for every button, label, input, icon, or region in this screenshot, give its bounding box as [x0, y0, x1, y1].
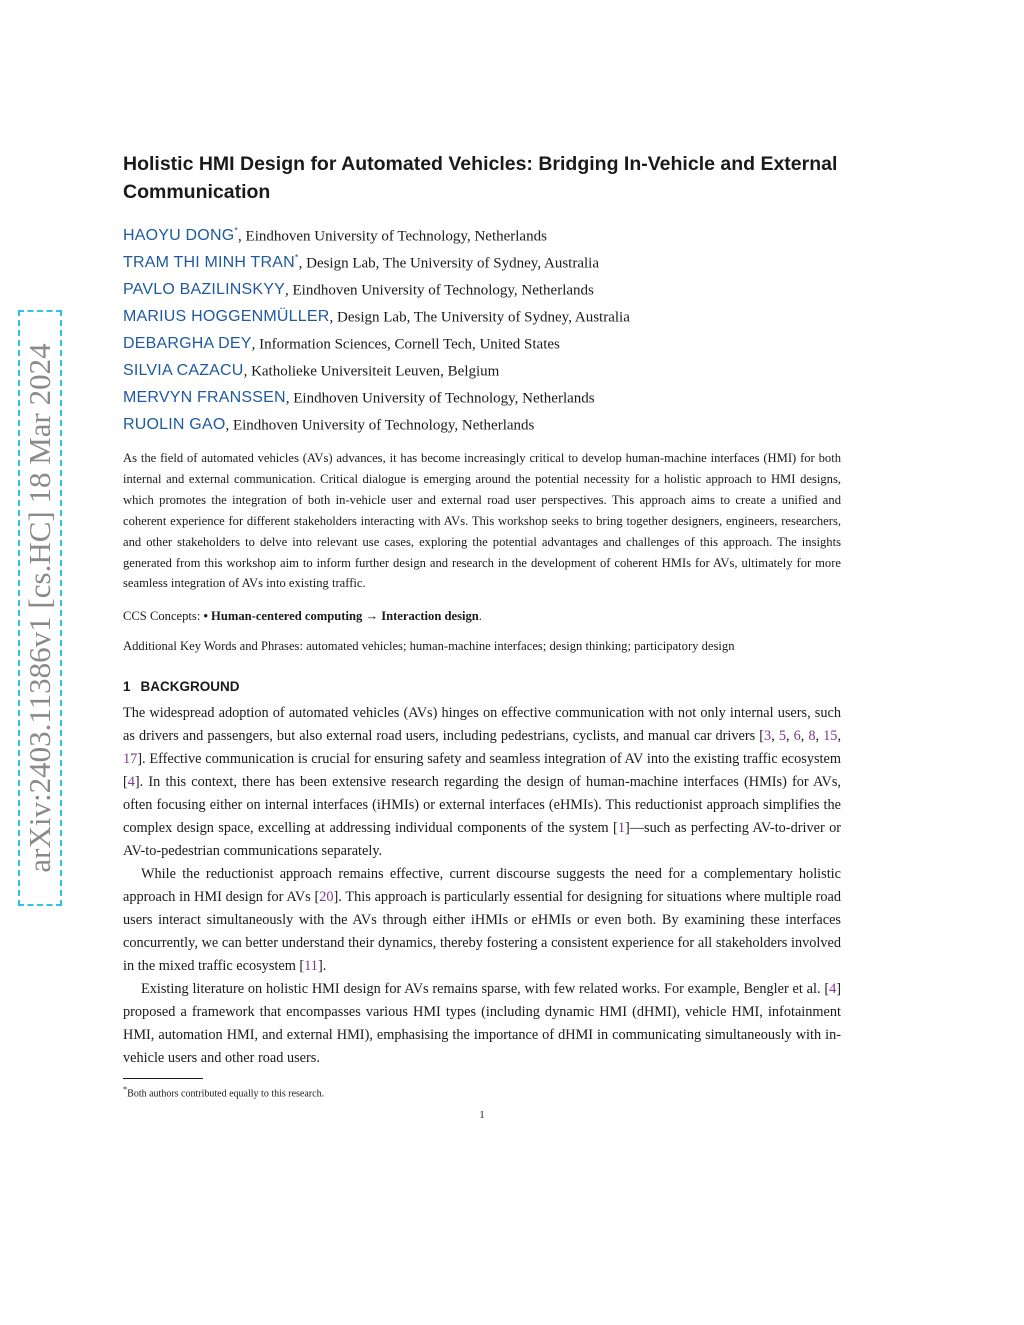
author-name[interactable]: DEBARGHA DEY: [123, 335, 252, 353]
additional-keywords: Additional Key Words and Phrases: automated vehicles; human-machine interfaces; design thinking; participatory design: [123, 638, 735, 653]
author-entry: [123, 326, 841, 353]
citation-link[interactable]: 15: [823, 727, 838, 744]
paper-title: Holistic HMI Design for Automated Vehicles: Bridging In-Vehicle and External Communication: [123, 153, 838, 203]
section-heading: [123, 679, 841, 694]
author-affiliation: , Eindhoven University of Technology, Netherlands: [238, 228, 547, 245]
citation-link[interactable]: 8: [808, 727, 816, 744]
author-name[interactable]: MERVYN FRANSSEN: [123, 389, 286, 407]
citation-link[interactable]: 11: [304, 957, 318, 974]
page-number: 1: [479, 1109, 485, 1122]
citation-link[interactable]: 5: [778, 727, 786, 744]
author-affiliation: , Katholieke Universiteit Leuven, Belgium: [243, 363, 500, 380]
author-entry: [123, 272, 841, 299]
author-name[interactable]: SILVIA CAZACU: [123, 362, 244, 380]
author-affiliation: , Eindhoven University of Technology, Netherlands: [284, 282, 594, 299]
citation-link[interactable]: 4: [127, 773, 135, 790]
author-entry: [123, 407, 841, 434]
author-affiliation: , Information Sciences, Cornell Tech, United States: [251, 336, 560, 353]
section-number: 1: [123, 678, 131, 694]
author-entry: [123, 380, 841, 407]
citation-link[interactable]: 4: [829, 980, 837, 997]
author-name[interactable]: HAOYU DONG*: [123, 226, 239, 245]
citation-link[interactable]: 20: [319, 888, 334, 905]
author-affiliation: , Eindhoven University of Technology, Netherlands: [225, 417, 535, 434]
abstract: As the field of automated vehicles (AVs) advances, it has become increasingly critical to develop human-machine interfaces (HMI) for both internal and external communication. Critical dialogue is emerging around the potential necessity for a holistic approach to HMI designs, which promotes the integration of both in-vehicle user and external road user perspectives. This approach aims to create a unified and coherent experience for different stakeholders interacting with AVs. This workshop seeks to bring together designers, engineers, researchers, and other stakeholders to delve into relevant use cases, exploring the potential advantages and challenges of this approach. The insights generated from this workshop aim to inform further design and research in the development of coherent HMIs for AVs, ultimately for more seamless integration of AVs into existing traffic.: [123, 451, 841, 591]
section-title: BACKGROUND: [140, 678, 240, 694]
author-name[interactable]: RUOLIN GAO: [123, 416, 226, 434]
author-list: [123, 218, 841, 434]
ccs-subconcept: Interaction design: [381, 608, 479, 623]
body-paragraph: The widespread adoption of automated vehicles (AVs) hinges on effective communication with not only internal users, such as drivers and passengers, but also external road users, including pedestrians, cyclists, and manual car drivers [3, 5, 6, 8, 15, 17]. Effective communication is crucial for ensuring safety and seamless integration of AV into the existing traffic ecosystem [4]. In this context, there has been extensive research regarding the design of human-machine interfaces (HMIs) for AVs, often focusing either on internal interfaces (iHMIs) or external interfaces (eHMIs). This reductionist approach simplifies the complex design space, excelling at addressing individual components of the system [1]—such as perfecting AV-to-driver or AV-to-pedestrian communications separately.: [123, 704, 842, 859]
author-name[interactable]: PAVLO BAZILINSKYY: [123, 281, 285, 299]
arxiv-identifier: arXiv:2403.11386v1 [cs.HC] 18 Mar 2024: [22, 343, 57, 873]
arxiv-identifier-stamp: [18, 310, 62, 906]
footnote: *Both authors contributed equally to this research.: [123, 1084, 325, 1100]
body-paragraph: While the reductionist approach remains effective, current discourse suggests the need for a complementary holistic approach in HMI design for AVs [20]. This approach is particularly essential for designing for situations where multiple road users interact simultaneously with the AVs through either iHMIs or eHMIs or even both. By examining these interfaces concurrently, we can better understand their dynamics, thereby fostering a consistent experience for all stakeholders involved in the mixed traffic ecosystem [11].: [123, 865, 841, 974]
citation-link[interactable]: 3: [764, 727, 772, 744]
body-paragraph: Existing literature on holistic HMI design for AVs remains sparse, with few related works. For example, Bengler et al. [4] proposed a framework that encompasses various HMI types (including dynamic HMI (dHMI), vehicle HMI, infotainment HMI, automation HMI, and external HMI), emphasising the importance of dHMI in communicating simultaneously with in-vehicle users and other road users.: [123, 980, 841, 1066]
author-entry: [123, 245, 841, 272]
citation-link[interactable]: 17: [123, 750, 138, 767]
paper-page: [123, 150, 841, 1121]
ccs-concept: Human-centered computing: [211, 608, 363, 623]
author-entry: [123, 353, 841, 380]
author-name[interactable]: MARIUS HOGGENMÜLLER: [123, 308, 330, 326]
citation-link[interactable]: 6: [793, 727, 801, 744]
author-affiliation: , Design Lab, The University of Sydney, Australia: [298, 255, 599, 272]
author-affiliation: , Design Lab, The University of Sydney, Australia: [329, 309, 630, 326]
author-name[interactable]: TRAM THI MINH TRAN*: [123, 253, 299, 272]
ccs-concepts: CCS Concepts: • Human-centered computing → Interaction design.: [123, 608, 482, 623]
author-affiliation: , Eindhoven University of Technology, Netherlands: [285, 390, 595, 407]
footnote-divider: [123, 1078, 203, 1079]
author-entry: [123, 299, 841, 326]
author-entry: [123, 218, 841, 245]
citation-link[interactable]: 1: [617, 819, 625, 836]
